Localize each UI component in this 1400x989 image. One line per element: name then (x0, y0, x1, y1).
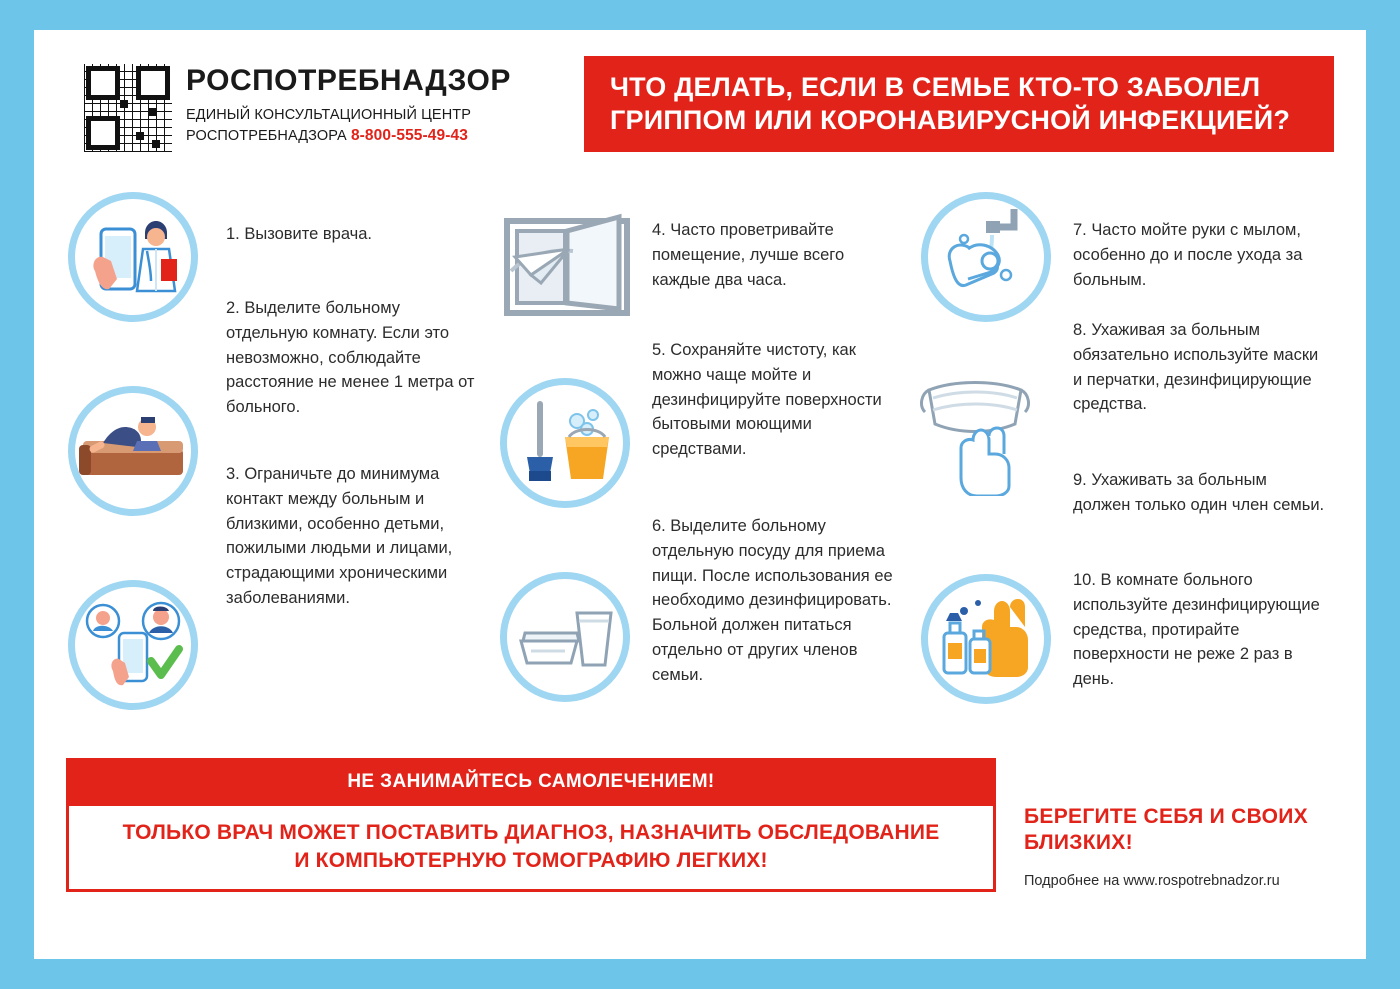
mop-bucket-icon (500, 378, 630, 508)
steps-column-1 (66, 190, 492, 750)
step-text-4: 4. Часто проветривайте помещение, лучше всего каждые два часа. (651, 221, 845, 289)
open-window-icon (492, 212, 642, 322)
texts-column-3 (1073, 190, 1334, 750)
icons-column-3 (913, 190, 1063, 750)
warning-box (66, 806, 996, 892)
brand-subtitle-line1: ЕДИНЫЙ КОНСУЛЬТАЦИОННЫЙ ЦЕНТР (186, 107, 472, 123)
step-text-7: 7. Часто мойте руки с мылом, особенно до и после ухода за больным. (1072, 221, 1303, 289)
spray-bottles-glove-icon (921, 574, 1051, 704)
plate-cup-icon (500, 572, 630, 702)
poster-header (66, 56, 1334, 174)
step-text-5: 5. Сохраняйте чистоту, как можно чаще мойте и дезинфицируйте поверхности бытовыми моющими средствами. (651, 341, 882, 458)
step-text-6: 6. Выделите больному отдельную посуду для приема пищи. После использования ее необходимо дезинфицировать. Больной должен питаться отдельно от других членов семьи. (651, 517, 893, 684)
texts-column-2 (652, 190, 913, 750)
icons-column-1 (66, 190, 216, 750)
brand-text (186, 64, 511, 146)
brand-block (66, 56, 566, 152)
step-text-9: 9. Ухаживать за больным должен только один член семьи. (1072, 471, 1325, 514)
step-text-3: 3. Ограничьте до минимума контакт между больным и близкими, особенно детьми, пожилыми людьми и лицами, страдающими хроническими заболеваниями. (226, 465, 453, 607)
care-line-2: БЛИЗКИХ! (1024, 830, 1133, 854)
poster-footer (66, 758, 1334, 892)
poster-sheet (34, 30, 1366, 959)
brand-subtitle-line2 (186, 126, 511, 147)
steps-column-3 (913, 190, 1334, 750)
person-on-sofa-icon (68, 386, 198, 516)
phone-doctor-icon (68, 192, 198, 322)
warning-block (66, 758, 996, 892)
steps-column-2 (492, 190, 913, 750)
title-line-1: ЧТО ДЕЛАТЬ, ЕСЛИ В СЕМЬЕ КТО-ТО ЗАБОЛЕЛ (610, 72, 1261, 103)
warning-line-1: ТОЛЬКО ВРАЧ МОЖЕТ ПОСТАВИТЬ ДИАГНОЗ, НАЗНАЧИТЬ ОБСЛЕДОВАНИЕ (122, 821, 940, 844)
title-banner (584, 56, 1334, 152)
website-note: Подробнее на www.rospotrebnadzor.ru (1024, 873, 1280, 890)
hotline-phone: 8-800-555-49-43 (350, 126, 468, 144)
step-text-8: 8. Ухаживая за больным обязательно используйте маски и перчатки, дезинфицирующие средства. (1072, 321, 1319, 414)
care-line-1: БЕРЕГИТЕ СЕБЯ И СВОИХ (1024, 805, 1308, 828)
care-block (1014, 758, 1334, 889)
step-text-2: 2. Выделите больному отдельную комнату. Если это невозможно, соблюдайте расстояние не менее 1 метра от больного. (226, 299, 475, 416)
texts-column-1 (226, 190, 492, 750)
mask-glove-icon (913, 368, 1063, 498)
wash-hands-tap-icon (921, 192, 1051, 322)
step-text-10: 10. В комнате больного используйте дезинфицирующие средства, протирайте поверхности не реже 2 раз в день. (1072, 571, 1320, 688)
two-people-chat-icon (68, 580, 198, 710)
steps-columns (66, 190, 1334, 750)
warning-line-2: И КОМПЬЮТЕРНУЮ ТОМОГРАФИЮ ЛЕГКИХ! (294, 848, 768, 872)
brand-subtitle-org: РОСПОТРЕБНАДЗОРА (186, 127, 347, 144)
warning-band: НЕ ЗАНИМАЙТЕСЬ САМОЛЕЧЕНИЕМ! (66, 758, 996, 806)
step-text-1: 1. Вызовите врача. (226, 225, 372, 243)
brand-title: РОСПОТРЕБНАДЗОР (186, 64, 511, 97)
icons-column-2 (492, 190, 642, 750)
qr-code-icon (84, 64, 172, 152)
title-line-2: ГРИППОМ ИЛИ КОРОНАВИРУСНОЙ ИНФЕКЦИЕЙ? (610, 105, 1291, 135)
